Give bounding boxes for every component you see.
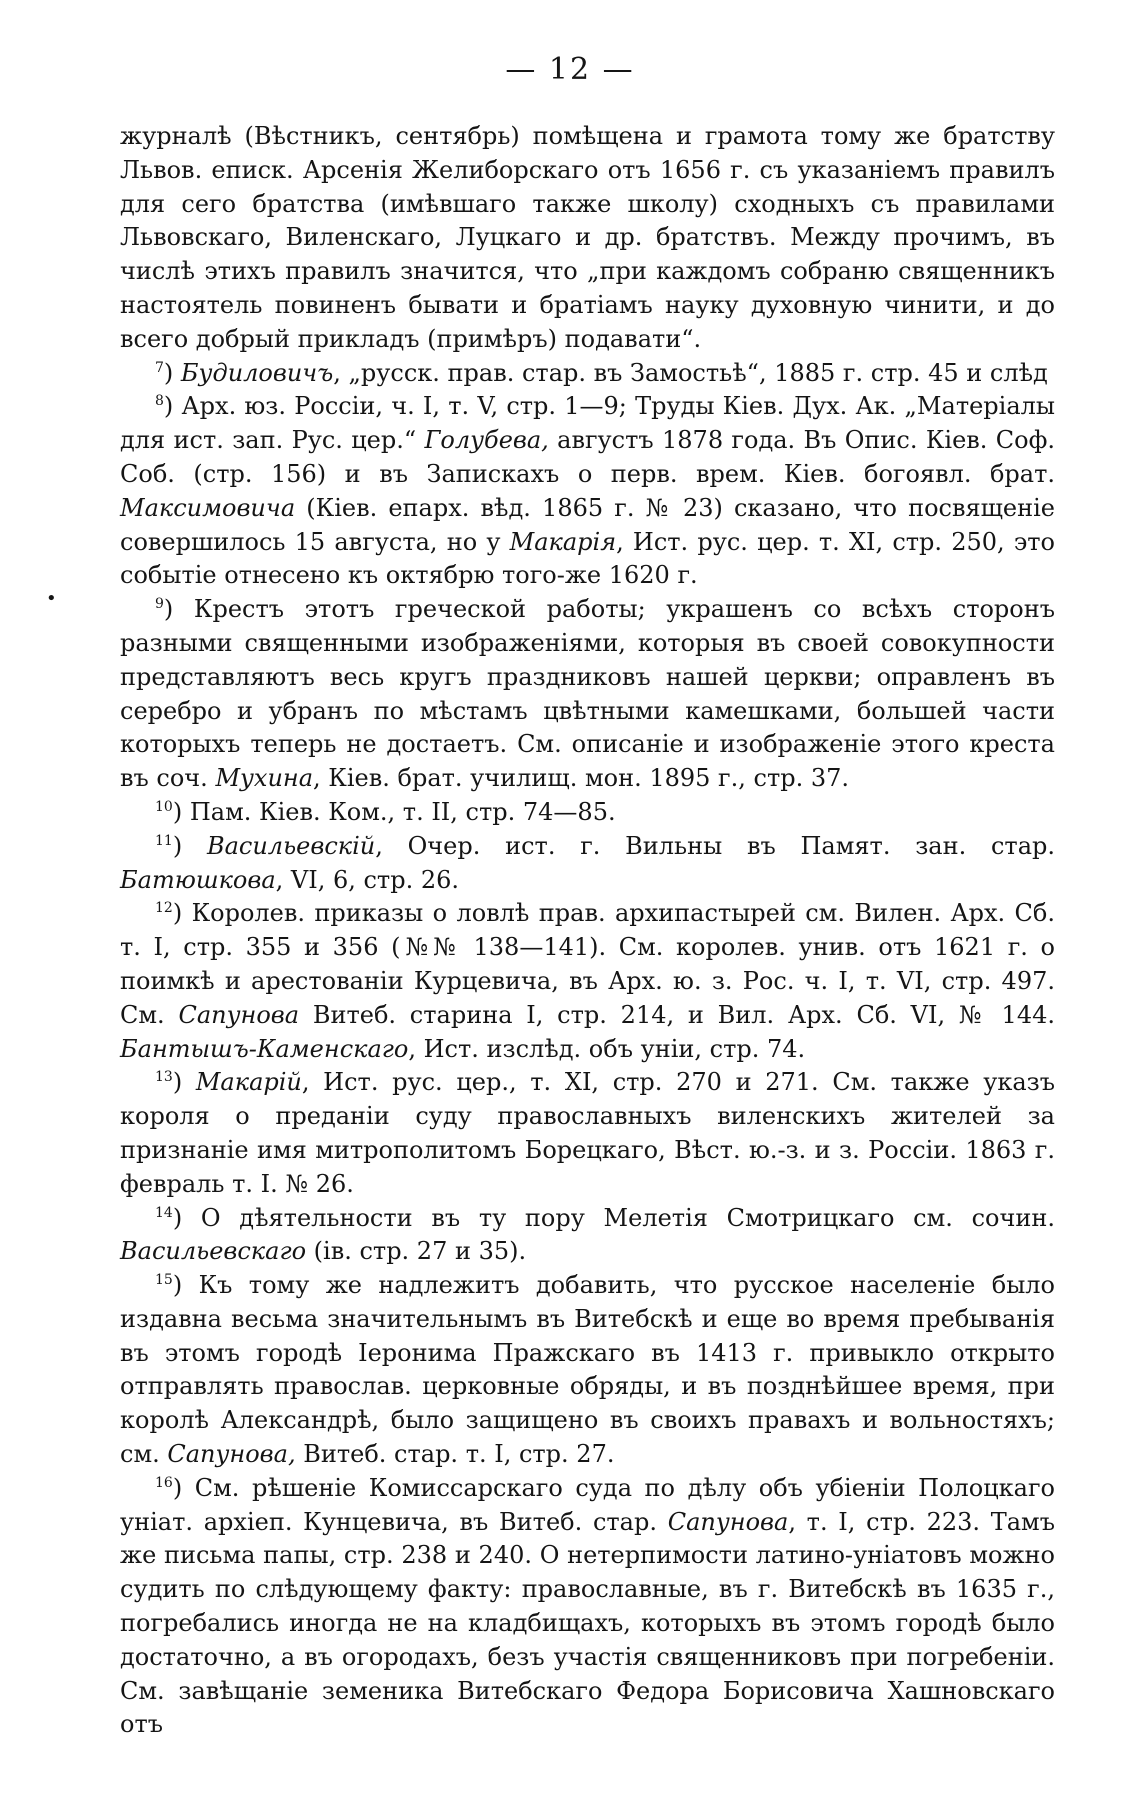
cited-author: Голубева, xyxy=(424,426,549,455)
footnote-number: 15 xyxy=(155,1272,173,1289)
intro-paragraph xyxy=(120,120,1055,357)
footnotes-body xyxy=(120,120,1055,1742)
footnote-text: Королев. приказы о ловлѣ прав. архипастырей см. Вилен. Арх. Сб. т. I, стр. 355 и 356 (№№ 138—141). См. королев. унив. отъ 1621 г. о поимкѣ и арестованіи Курцевича, въ Арх. ю. з. Рос. ч. I, т. VI, стр. 497. См. xyxy=(120,899,1055,1029)
cited-author: Будиловичъ xyxy=(180,358,334,387)
footnote-text: , Ист. изслѣд. объ уніи, стр. 74. xyxy=(408,1034,806,1063)
footnote-text: Крестъ этотъ греческой работы; украшенъ со всѣхъ сторонъ разными священными изображеніями, которыя въ своей совокупности представляютъ весь кругъ праздниковъ нашей церкви; оправленъ въ серебро и убранъ по мѣстамъ цвѣтными камешками, большей части которыхъ теперь не достаетъ. См. описаніе и изображеніе этого креста въ соч. xyxy=(120,595,1055,793)
cited-author: Сапунова xyxy=(667,1507,789,1536)
footnote-paren: ) xyxy=(172,1473,195,1502)
footnote-text: (Кіев. епарх. вѣд. 1865 г. № 23) сказано, что посвященіе совершилось 15 августа, но у xyxy=(120,493,1055,556)
cited-author: Бантышъ-Каменскаго xyxy=(120,1034,409,1063)
footnote-number: 7 xyxy=(155,359,164,376)
footnote-number: 11 xyxy=(155,832,173,849)
footnote-number: 16 xyxy=(155,1474,173,1491)
footnote-paren: ) xyxy=(172,831,207,860)
cited-author: Мухина xyxy=(215,764,314,793)
footnote-text: См. рѣшеніе Комиссарскаго суда по дѣлу объ убіеніи Полоцкаго уніат. архіеп. Кунцевича, въ Витеб. стар. xyxy=(120,1473,1055,1536)
cited-author: Васильевскій xyxy=(206,831,376,860)
footnote-13 xyxy=(120,1066,1055,1201)
footnote-11 xyxy=(120,830,1055,898)
footnote-text: Витеб. стар. т. I, стр. 27. xyxy=(295,1440,615,1469)
footnote-12 xyxy=(120,897,1055,1066)
footnote-text: , „русск. прав. стар. въ Замостьѣ“, 1885 г. стр. 45 и слѣд xyxy=(333,358,1048,387)
footnote-paren: ) xyxy=(163,392,182,421)
footnote-8 xyxy=(120,390,1055,593)
cited-author: Сапунова, xyxy=(167,1440,296,1469)
cited-author: Сапунова xyxy=(178,1000,300,1029)
footnote-text: августъ 1878 года. Въ Опис. Кіев. Соф. Соб. (стр. 156) и въ Запискахъ о перв. врем. Кіев. богоявл. брат. xyxy=(120,426,1056,488)
footnote-text: Арх. юз. Россіи, ч. I, т. V, стр. 1—9; Труды Кіев. Дух. Ак. „Матеріалы для ист. зап. Рус. цер.“ xyxy=(120,392,1055,455)
cited-author: Васильевскаго xyxy=(120,1237,307,1266)
footnote-paren: ) xyxy=(172,797,190,826)
footnote-text: Пам. Кіев. Ком., т. II, стр. 74—85. xyxy=(189,797,616,826)
footnote-text: , Очер. ист. г. Вильны въ Памят. зан. стар. xyxy=(375,831,1055,860)
footnote-paren: ) xyxy=(163,358,181,387)
footnote-15 xyxy=(120,1269,1055,1472)
footnote-number: 14 xyxy=(155,1204,173,1221)
page-number: — 12 — xyxy=(505,52,635,87)
footnote-paren: ) xyxy=(172,1271,199,1300)
footnote-16 xyxy=(120,1472,1055,1742)
footnote-text: , VI, 6, стр. 26. xyxy=(275,865,459,894)
footnote-text: О дѣятельности въ ту пору Мелетія Смотрицкаго см. сочин. xyxy=(200,1203,1055,1232)
intro-text: журналѣ (Вѣстникъ, сентябрь) помѣщена и грамота тому же братству Львов. еписк. Арсенія Желиборскаго отъ 1656 г. съ указаніемъ правилъ для сего братства (имѣвшаго также школу) сходныхъ съ правилами Львовскаго, Виленскаго, Луцкаго и др. братствъ. Между прочимъ, въ числѣ этихъ правилъ значится, что „при каждомъ собраню священникъ настоятель повиненъ бывати и братіамъ науку духовную чинити, и до всего добрый прикладъ (примѣръ) подавати“. xyxy=(120,122,1055,353)
footnote-text: , т. I, стр. 223. Тамъ же письма папы, стр. 238 и 240. О нетерпимости латино-уніатовъ можно судить по слѣдующему факту: православные, въ г. Витебскѣ въ 1635 г., погребались иногда не на кладбищахъ, которыхъ въ этомъ городѣ было достаточно, а въ огородахъ, безъ участія священниковъ при погребеніи. См. завѣщаніе земеника Витебскаго Федора Борисовича Хашновскаго отъ xyxy=(120,1507,1055,1739)
footnote-paren: ) xyxy=(163,595,194,624)
footnote-14 xyxy=(120,1202,1055,1270)
footnote-paren: ) xyxy=(172,899,192,928)
footnote-number: 13 xyxy=(155,1069,173,1086)
cited-author: Максимовича xyxy=(120,493,296,522)
footnote-9 xyxy=(120,593,1055,796)
margin-mark: • xyxy=(46,588,57,609)
footnote-text: , Кіев. брат. училищ. мон. 1895 г., стр. 37. xyxy=(313,764,850,793)
footnote-text: Витеб. старина I, стр. 214, и Вил. Арх. Сб. VI, № 144. xyxy=(299,1000,1055,1029)
footnote-text: , Ист. рус. цер., т. XI, стр. 270 и 271. См. также указъ короля о преданіи суду православныхъ виленскихъ жителей за признаніе имя митрополитомъ Борецкаго, Вѣст. ю.-з. и з. Россіи. 1863 г. февраль т. I. № 26. xyxy=(120,1068,1055,1198)
cited-author: Макарій xyxy=(195,1068,302,1097)
footnote-text: (ів. стр. 27 и 35). xyxy=(306,1237,527,1266)
footnote-number: 8 xyxy=(155,393,164,410)
footnote-text: , Ист. рус. цер. т. XI, стр. 250, это событіе отнесено къ октябрю того-же 1620 г. xyxy=(120,527,1055,590)
footnote-paren: ) xyxy=(172,1068,196,1097)
footnote-10 xyxy=(120,796,1055,830)
cited-author: Макарія xyxy=(509,527,617,556)
footnote-number: 10 xyxy=(155,798,173,815)
footnote-paren: ) xyxy=(172,1203,201,1232)
footnote-number: 12 xyxy=(155,900,173,917)
footnote-text: Къ тому же надлежитъ добавить, что русское населеніе было издавна весьма значительнымъ въ Витебскѣ и еще во время пребыванія въ этомъ городѣ Іеронима Пражскаго въ 1413 г. привыкло открыто отправлять православ. церковные обряды, и въ позднѣйшее время, при королѣ Александрѣ, было защищено въ своихъ правахъ и вольностяхъ; см. xyxy=(120,1271,1055,1469)
footnote-number: 9 xyxy=(155,596,164,613)
cited-author: Батюшкова xyxy=(120,865,276,894)
footnote-7 xyxy=(120,357,1055,391)
